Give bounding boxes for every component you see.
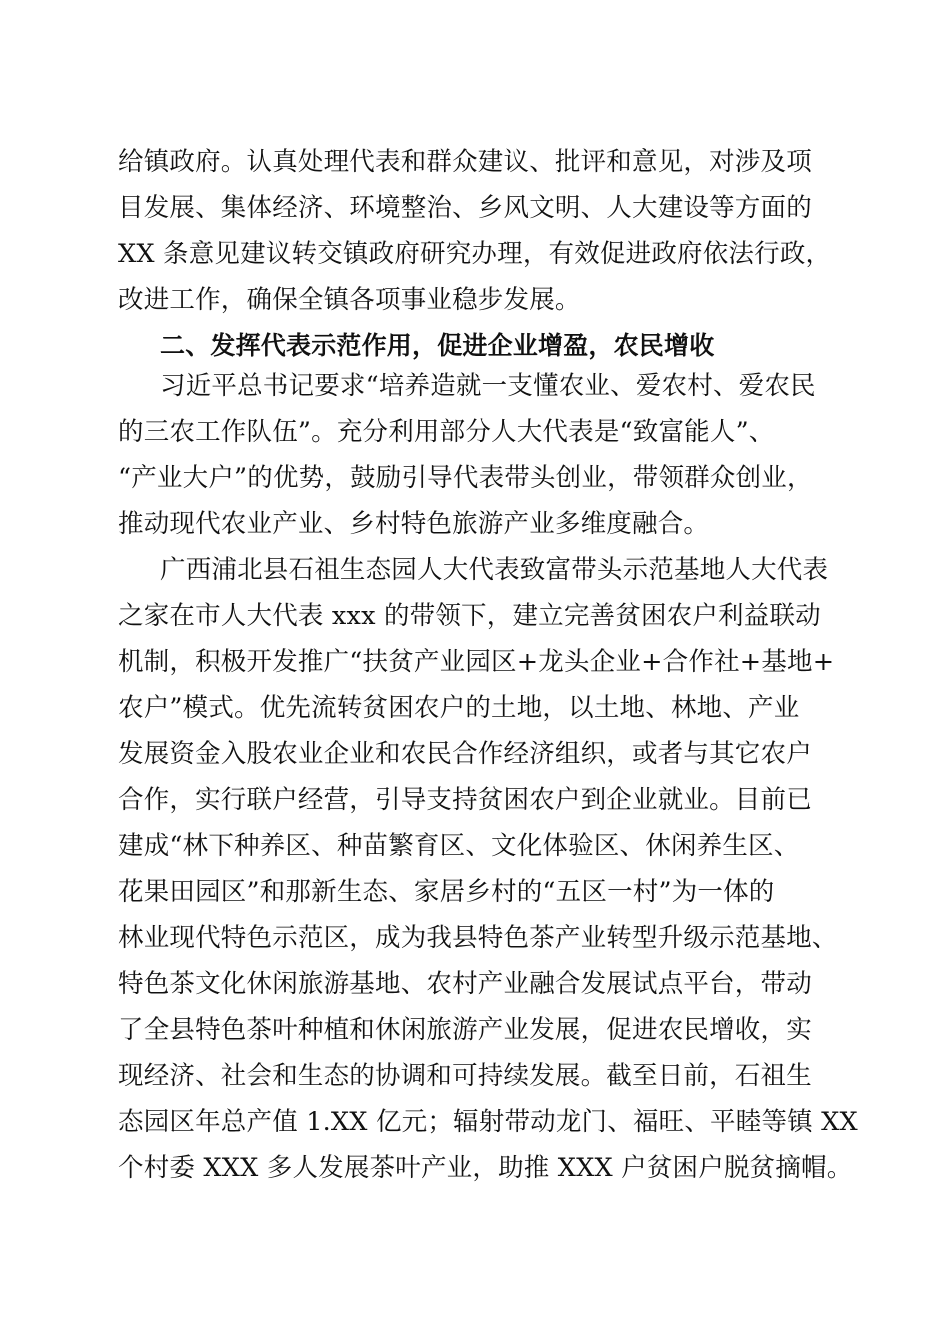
paragraph-3-line-11: 了全县特色茶叶种植和休闲旅游产业发展，促进农民增收，实 — [118, 1015, 812, 1045]
paragraph-3-line-9: 林业现代特色示范区，成为我县特色茶产业转型升级示范基地、 — [118, 923, 838, 953]
paragraph-3-line-12: 现经济、社会和生态的协调和可持续发展。截至日前，石祖生 — [118, 1061, 812, 1091]
paragraph-2-line-2: 的三农工作队伍”。充分利用部分人大代表是“致富能人”、 — [118, 417, 775, 447]
paragraph-1-line-1: 给镇政府。认真处理代表和群众建议、批评和意见，对涉及项 — [118, 147, 812, 177]
paragraph-3-line-6: 合作，实行联户经营，引导支持贫困农户到企业就业。目前已 — [118, 785, 812, 815]
paragraph-3-line-14: 个村委 XXX 多人发展茶叶产业，助推 XXX 户贫困户脱贫摘帽。 — [118, 1153, 853, 1183]
paragraph-2-line-3: “产业大户”的优势，鼓励引导代表带头创业，带领群众创业， — [118, 463, 813, 493]
paragraph-1-line-3: XX 条意见建议转交镇政府研究办理，有效促进政府依法行政， — [118, 239, 832, 269]
paragraph-3-line-10: 特色茶文化休闲旅游基地、农村产业融合发展试点平台，带动 — [118, 969, 812, 999]
section-heading: 二、发挥代表示范作用，促进企业增盈，农民增收 — [160, 331, 715, 360]
paragraph-1-line-4: 改进工作，确保全镇各项事业稳步发展。 — [118, 285, 581, 315]
paragraph-1-line-2: 目发展、集体经济、环境整治、乡风文明、人大建设等方面的 — [118, 193, 812, 223]
paragraph-2-line-4: 推动现代农业产业、乡村特色旅游产业多维度融合。 — [118, 509, 710, 539]
paragraph-3-line-2: 之家在市人大代表 xxx 的带领下，建立完善贫困农户利益联动 — [118, 601, 821, 631]
paragraph-3-line-3: 机制，积极开发推广“扶贫产业园区+龙头企业+合作社+基地+ — [118, 647, 835, 677]
paragraph-3-line-4: 农户”模式。优先流转贫困农户的土地，以土地、林地、产业 — [118, 693, 800, 723]
paragraph-3-line-8: 花果田园区”和那新生态、家居乡村的“五区一村”为一体的 — [118, 877, 775, 907]
paragraph-2-line-1: 习近平总书记要求“培养造就一支懂农业、爱农村、爱农民 — [160, 371, 816, 401]
paragraph-3-line-7: 建成“林下种养区、种苗繁育区、文化体验区、休闲养生区、 — [118, 831, 800, 861]
paragraph-3-line-1: 广西浦北县石祖生态园人大代表致富带头示范基地人大代表 — [160, 555, 829, 585]
paragraph-3-line-5: 发展资金入股农业企业和农民合作经济组织，或者与其它农户 — [118, 739, 812, 769]
paragraph-3-line-13: 态园区年总产值 1.XX 亿元；辐射带动龙门、福旺、平睦等镇 XX — [118, 1107, 858, 1137]
